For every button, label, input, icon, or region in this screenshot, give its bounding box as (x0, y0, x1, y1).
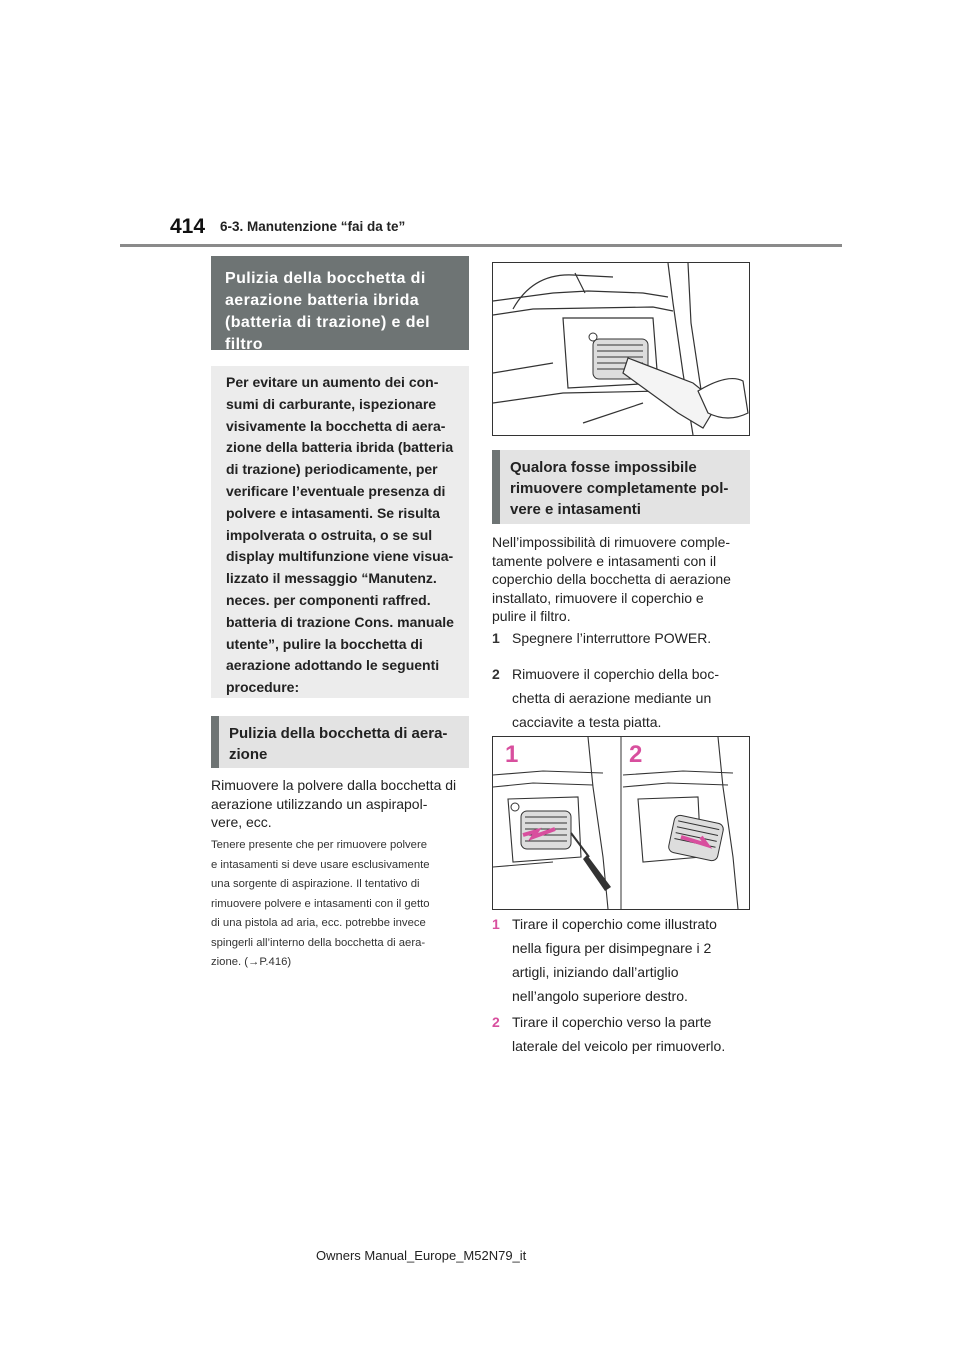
vacuum-drawing (493, 263, 749, 435)
step-text (512, 912, 752, 1008)
cleaning-note (211, 836, 473, 973)
cover-removal-illustration (492, 736, 750, 910)
step-item (492, 912, 754, 1008)
sub-heading-line: Pulizia della bocchetta di aera- (229, 725, 448, 742)
body-line: coperchio della bocchetta di aerazione (492, 571, 731, 587)
step-line: chetta di aerazione mediante un (512, 690, 712, 706)
body-line: Rimuovere la polvere dalla bocchetta di (211, 777, 457, 793)
sub-heading-line: zione (229, 746, 268, 763)
note-line: spingerli all’interno della bocchetta di aera- (211, 936, 426, 949)
note-line: e intasamenti si deve usare esclusivamente (211, 858, 430, 871)
intro-line: procedure: (226, 679, 300, 696)
step-number: 1 (492, 916, 500, 932)
vacuum-illustration (492, 262, 750, 436)
step-number: 2 (492, 666, 500, 682)
step-item (492, 662, 754, 734)
main-heading: Pulizia della bocchetta di aerazione batteria ibrida (batteria di trazione) e del filtro (211, 256, 469, 350)
step-text (512, 1010, 752, 1058)
intro-line: Per evitare un aumento dei con- (226, 374, 439, 390)
sub-heading-line: vere e intasamenti (510, 501, 641, 518)
step-number: 2 (492, 1014, 500, 1030)
footer-text: Owners Manual_Europe_M52N79_it (316, 1248, 527, 1263)
body-line: tamente polvere e intasamenti con il (492, 552, 717, 569)
step-number: 1 (492, 630, 500, 646)
intro-line: display multifunzione viene visua- (226, 548, 454, 565)
body-line: installato, rimuovere il coperchio e (492, 589, 704, 606)
body-line: Nell’impossibilità di rimuovere comple- (492, 534, 731, 550)
intro-line: zione della batteria ibrida (batteria (226, 439, 454, 456)
intro-line: sumi di carburante, ispezionare (226, 395, 437, 412)
sub-heading-line: rimuovere completamente pol- (510, 480, 729, 497)
figure-label-1: 1 (505, 741, 519, 768)
page-number: 414 (170, 215, 206, 238)
intro-line: visivamente la bocchetta di aera- (226, 417, 446, 434)
section-title: 6-3. Manutenzione “fai da te” (220, 219, 406, 234)
step-line: artigli, iniziando dall’artiglio (512, 964, 679, 980)
sub-heading-cleaning (211, 716, 469, 768)
intro-line: verificare l’eventuale presenza di (226, 482, 446, 499)
step-line: nell’angolo superiore destro. (512, 988, 688, 1004)
step-item (492, 1010, 754, 1058)
step-item (492, 626, 754, 650)
note-line: Tenere presente che per rimuovere polvere (211, 839, 428, 851)
intro-line: batteria di trazione Cons. manuale (226, 613, 454, 630)
sub-heading-line: Qualora fosse impossibile (510, 459, 697, 476)
intro-line: neces. per componenti raffred. (226, 591, 431, 608)
intro-line: impolverata o ostruita, o se sul (226, 526, 433, 543)
step-line: cacciavite a testa piatta. (512, 714, 662, 730)
intro-line: di trazione) periodicamente, per (226, 461, 438, 478)
note-line: rimuovere polvere e intasamenti con il getto (211, 897, 430, 910)
intro-line: utente”, pulire la bocchetta di (226, 635, 423, 652)
step-line: laterale del veicolo per rimuoverlo. (512, 1038, 726, 1054)
body-line: aerazione utilizzando un aspirapol- (211, 795, 428, 812)
cover-removal-drawing (493, 737, 749, 909)
intro-box (211, 366, 469, 698)
step-line: Tirare il coperchio verso la parte (512, 1014, 712, 1030)
note-line: di una pistola ad aria, ecc. potrebbe invece (211, 917, 426, 929)
step-text: Spegnere l’interruttore POWER. (512, 630, 712, 646)
sub-heading-removal (492, 450, 750, 524)
body-line: vere, ecc. (211, 814, 272, 830)
note-line: zione. (→P.416) (211, 956, 292, 968)
header-divider (120, 244, 842, 247)
intro-line: polvere e intasamenti. Se risulta (226, 504, 440, 521)
intro-line: aerazione adottando le seguenti (226, 657, 440, 674)
note-line: una sorgente di aspirazione. Il tentativo di (211, 878, 420, 890)
figure-label-2: 2 (629, 741, 643, 768)
body-line: pulire il filtro. (492, 608, 571, 624)
removal-body (492, 533, 754, 626)
intro-line: lizzato il messaggio “Manutenz. (226, 570, 437, 587)
step-line: Tirare il coperchio come illustrato (512, 916, 717, 932)
step-line: Rimuovere il coperchio della boc- (512, 666, 719, 682)
cleaning-body (211, 776, 473, 832)
step-line: nella figura per disimpegnare i 2 (512, 940, 712, 956)
step-text (512, 662, 752, 734)
